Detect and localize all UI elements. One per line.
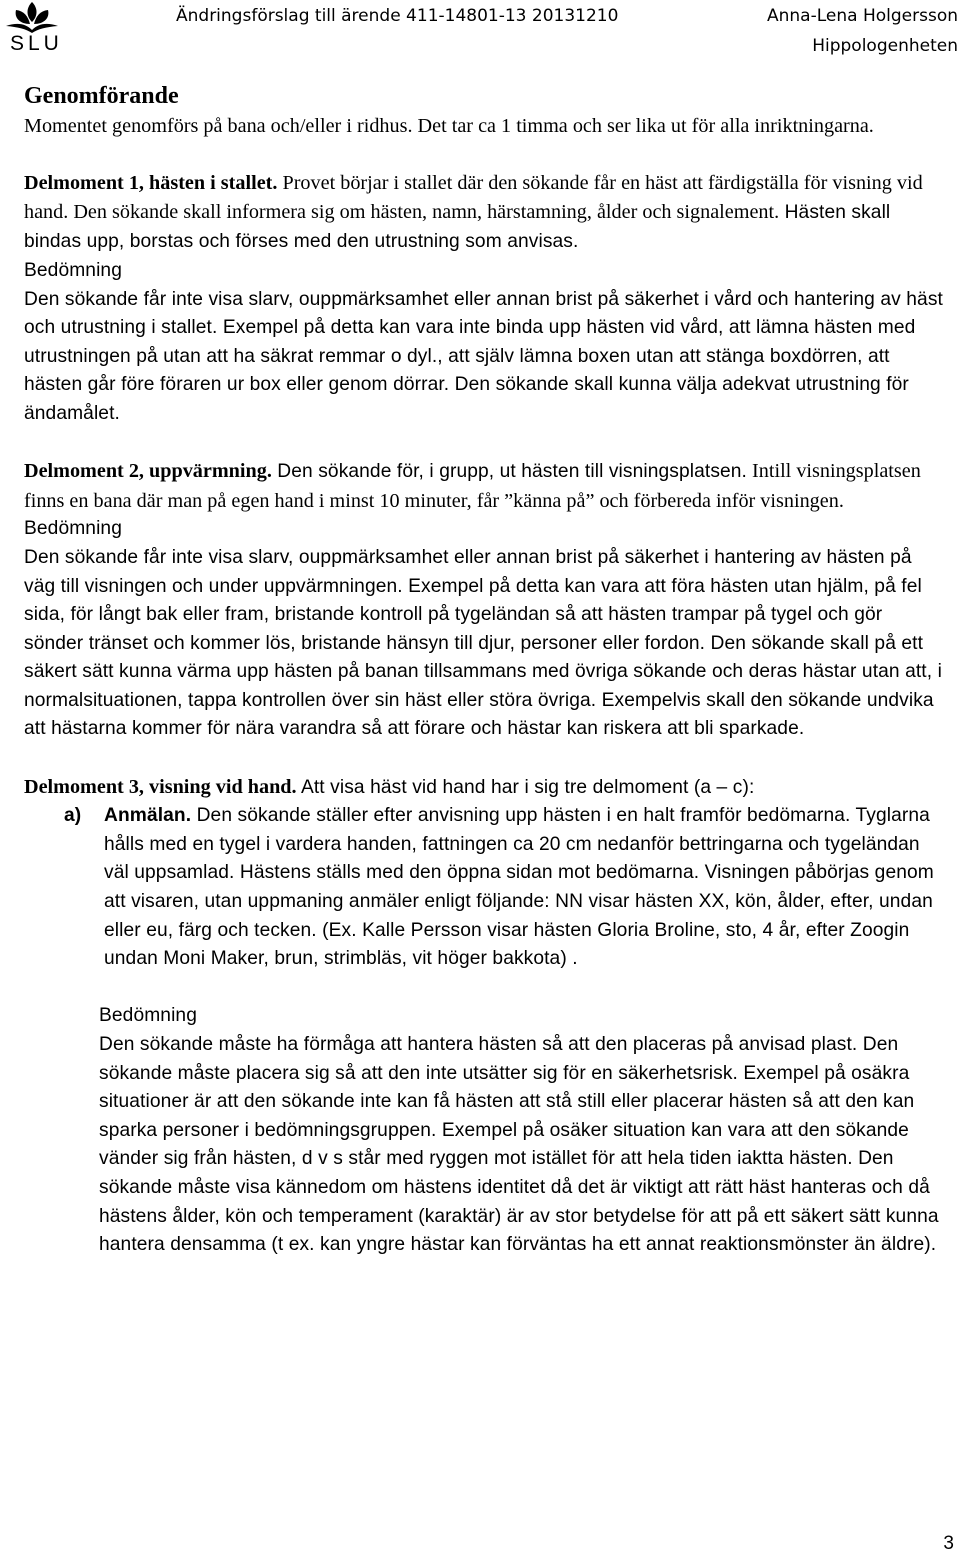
moment-2-assessment-d: Exempelvis skall den sökande undvika att hästarna kommer för nära varandra så att förare och hästar kan riskera att bli sparkade. — [24, 689, 934, 740]
moment-1-assessment — [24, 286, 946, 429]
moment-1-assessment-b: Exempel på detta kan vara inte binda upp hästen vid vård, att lämna hästen med utrustningen på utan att ha säkrat remmar o dyl. — [24, 317, 916, 367]
moment-1-title: Delmoment 1, hästen i stallet. — [24, 172, 278, 195]
moment-3-title: Delmoment 3, visning vid hand. — [24, 775, 297, 798]
moment-2-assessment-label: Bedömning — [24, 518, 122, 540]
moment-3-assessment-label: Bedömning — [99, 1005, 197, 1027]
moment-2-assessment-a: Den sökande får inte visa slarv, ouppmärksamhet eller annan brist på säkerhet i hantering av hästen på väg till visningen och under uppvärmningen. — [24, 546, 912, 597]
moment-1-assessment-c: , att själv lämna boxen utan att stänga boxdörren, att hästen går före föraren ur box eller genom dörrar. Den sökande skall kunna välja adekvat utrustning för ändamålet. — [24, 345, 909, 424]
moment-2-assessment-b: Exempel på detta kan vara att föra hästen utan hjälm, på fel sida, för långt bak eller fram, bristande kontroll på tygeländan så att hästen trampar på tygel och gör sönder tränset och kommer lös, bristande hänsyn till djur, personer eller fordon. — [24, 575, 922, 654]
moment-2-title: Delmoment 2, uppvärmning. — [24, 460, 272, 483]
moment-1-text-a: Provet börjar i stallet där den sökande får en häst att färdigställa för visning vid hand. Den sökande skall informera sig om hästen, namn, härstamning, ålder och signalement. — [24, 172, 923, 223]
moment-2-assessment-c: Den sökande skall på ett säkert sätt kunna värma upp hästen på banan tillsammans med övriga sökande och deras hästar utan att, i normalsituationen, tappa kontrollen över sin häst eller störa övriga. — [24, 632, 942, 711]
author-name: Anna-Lena Holgersson — [767, 6, 958, 26]
moment-2-assessment — [24, 544, 946, 744]
moment-1-paragraph — [24, 169, 946, 257]
moment-1-text-b: Hästen skall bindas upp, borstas och förses med den utrustning som anvisas. — [24, 201, 891, 253]
moment-3-item-a — [24, 802, 946, 974]
moment-3-paragraph — [24, 773, 946, 803]
document-body — [24, 80, 946, 1260]
logo-text: SLU — [10, 32, 63, 55]
moment-2-text-b: Intill visningsplatsen finns en bana där man på egen hand i minst 10 minuter, får ”känna på” och förbereda inför visningen. — [24, 460, 921, 512]
list-marker-a: a) — [64, 805, 82, 827]
section-heading: Genomförande — [24, 83, 179, 109]
slu-leaf-icon — [4, 0, 60, 34]
department-name: Hippologenheten — [812, 36, 958, 56]
moment-3-assessment: Den sökande måste ha förmåga att hantera hästen så att den placeras på anvisad plast. Den sökande måste placera sig så att den inte utsätter sig för en säkerhetsrisk. Exempel på osäkra situationer är att den sökande inte kan få hästen att stå still eller placerar hästen så att den kan sparka personer i bedömningsgruppen. Exempel på osäker situation kan vara att den sökande vänder sig från hästen, d v s står med ryggen mot istället för att hela tiden iaktta hästen. Den sökande måste visa kännedom om hästens identitet då det är viktigt att rätt häst hanteras och då hästens ålder, kön och temperament (karaktär) är av stor betydelse för att på ett säkert sätt kunna hantera densamma (t ex. kan yngre hästar kan förväntas ha ett annat reaktionsmönster än äldre). — [99, 1034, 939, 1256]
document-title: Ändringsförslag till ärende 411-14801-13 20131210 — [176, 6, 619, 26]
slu-logo — [4, 0, 63, 64]
moment-2-paragraph — [24, 457, 946, 515]
intro-paragraph: Momentet genomförs på bana och/eller i ridhus. Det tar ca 1 timma och ser lika ut för alla inriktningarna. — [24, 115, 874, 137]
moment-3-intro: Att visa häst vid hand har i sig tre delmoment (a – c): — [296, 776, 755, 798]
moment-1-assessment-label: Bedömning — [24, 259, 122, 281]
page-header — [0, 0, 960, 70]
moment-1-assessment-a: Den sökande får inte visa slarv, ouppmärksamhet eller annan brist på säkerhet i vård och hantering av häst och utrustning i stallet. — [24, 288, 943, 339]
item-a-title: Anmälan. — [104, 805, 192, 827]
moment-2-text-a: Den sökande för, i grupp, ut hästen till visningsplatsen. — [271, 461, 747, 483]
item-a-text: Den sökande ställer efter anvisning upp hästen i en halt framför bedömarna. Tyglarna hålls med en tygel i vardera handen, fattningen ca 20 cm nedanför bettringarna och tygeländan väl uppsamlad. Hästens ställs med den öppna sidan mot bedömarna. Visningen påbörjas genom att visaren, utan uppmaning anmäler enligt följande: NN visar hästen XX, kön, ålder, efter, undan eller eu, färg och tecken. (Ex. Kalle Persson visar hästen Gloria Broline, sto, 4 år, efter Zoogin undan Moni Maker, brun, strimbläs, vit höger bakkota) . — [104, 805, 934, 970]
page-number: 3 — [943, 1533, 954, 1554]
